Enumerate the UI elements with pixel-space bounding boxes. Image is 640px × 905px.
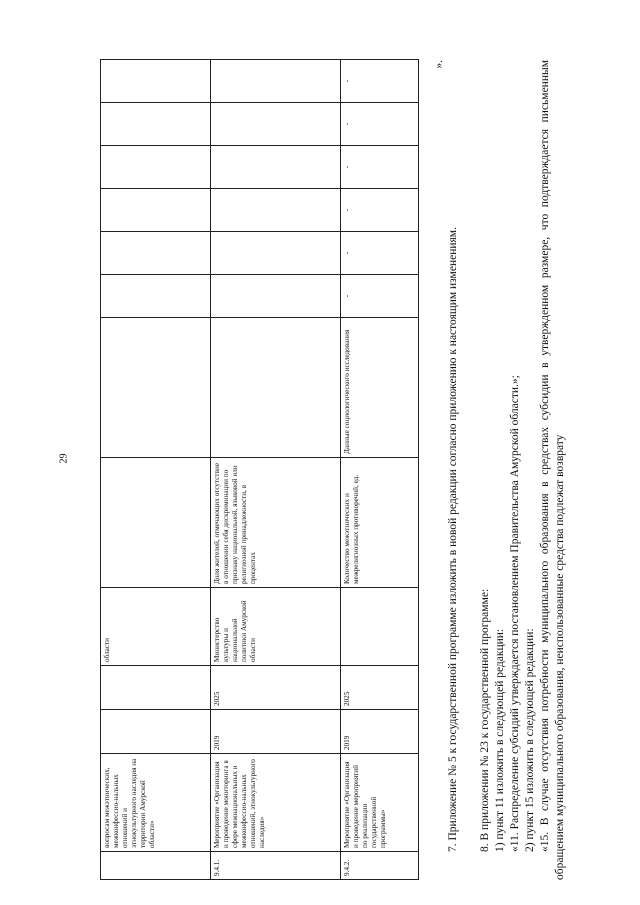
value-cell xyxy=(211,103,341,146)
value-cell xyxy=(101,103,211,146)
start-year: 2019 xyxy=(341,710,419,754)
value-cell xyxy=(101,189,211,232)
page-number: 29 xyxy=(58,453,70,464)
data-source: Данные социологического исследования xyxy=(341,318,419,458)
value-cell xyxy=(101,146,211,189)
row-number: 9.4.2. xyxy=(341,852,419,880)
measure-name: вопросам межэтнических, межконфессио-нальных отношений и этнокультурного наследия на территории Амурской области» xyxy=(101,754,211,852)
value-cell xyxy=(211,275,341,318)
value-cell: - xyxy=(341,146,419,189)
paragraph-8: 8. В приложении № 23 к государственной программе: xyxy=(479,588,491,852)
closing-mark: ». xyxy=(433,60,445,69)
data-source xyxy=(211,318,341,458)
measures-table xyxy=(100,59,419,880)
responsible-executor: области xyxy=(101,588,211,666)
responsible-executor xyxy=(341,588,419,666)
value-cell xyxy=(211,189,341,232)
value-cell: - xyxy=(341,275,419,318)
end-year: 2025 xyxy=(341,666,419,710)
paragraph-8-item-2-text: «15. В случае отсутствия потребности муниципального образования в средствах субсидии в утвержденном размере, что подтверждается письменным обращением муниципального образования, неиспользованные средства подлежат возврату xyxy=(539,60,567,880)
value-cell: - xyxy=(341,232,419,275)
row-number xyxy=(101,852,211,880)
value-cell: - xyxy=(341,189,419,232)
indicator-text: Количество межэтнических и межрелигиозных противоречий, ед. xyxy=(341,458,419,588)
paragraph-7: 7. Приложение № 5 к государственной программе изложить в новой редакции согласно приложению к настоящим изменениям. xyxy=(447,227,459,852)
value-cell xyxy=(211,146,341,189)
measure-name: Мероприятие «Организация и проведение мониторинга в сфере межнациональных и межконфессио-нальных отношений, этнокультурного наследия» xyxy=(211,754,341,852)
value-cell: - xyxy=(341,60,419,103)
end-year xyxy=(101,666,211,710)
value-cell xyxy=(101,275,211,318)
indicator-text: Доля жителей, отмечающих отсутствие в отношении себя дискриминации по признаку национальной, языковой или религиозной принадлежности, в процентах xyxy=(211,458,341,588)
paragraph-8-item-2: 2) пункт 15 изложить в следующей редакции: xyxy=(524,628,536,852)
table-row xyxy=(341,60,419,880)
value-cell xyxy=(101,60,211,103)
paragraph-8-item-1: 1) пункт 11 изложить в следующей редакции: xyxy=(494,628,506,852)
table-row xyxy=(211,60,341,880)
table-row xyxy=(101,60,211,880)
row-number: 9.4.1. xyxy=(211,852,341,880)
value-cell xyxy=(101,232,211,275)
measure-name: Мероприятие «Организация и проведение мероприятий по реализации государственной программы» xyxy=(341,754,419,852)
value-cell xyxy=(211,232,341,275)
value-cell: - xyxy=(341,103,419,146)
indicator-text xyxy=(101,458,211,588)
data-source xyxy=(101,318,211,458)
responsible-executor: Министерство культуры и национальной политики Амурской области xyxy=(211,588,341,666)
paragraph-8-item-1-text: «11. Распределение субсидий утверждается постановлением Правительства Амурской области.»; xyxy=(509,375,521,852)
end-year: 2025 xyxy=(211,666,341,710)
start-year xyxy=(101,710,211,754)
rotated-page-content xyxy=(100,60,620,880)
value-cell xyxy=(211,60,341,103)
start-year: 2019 xyxy=(211,710,341,754)
